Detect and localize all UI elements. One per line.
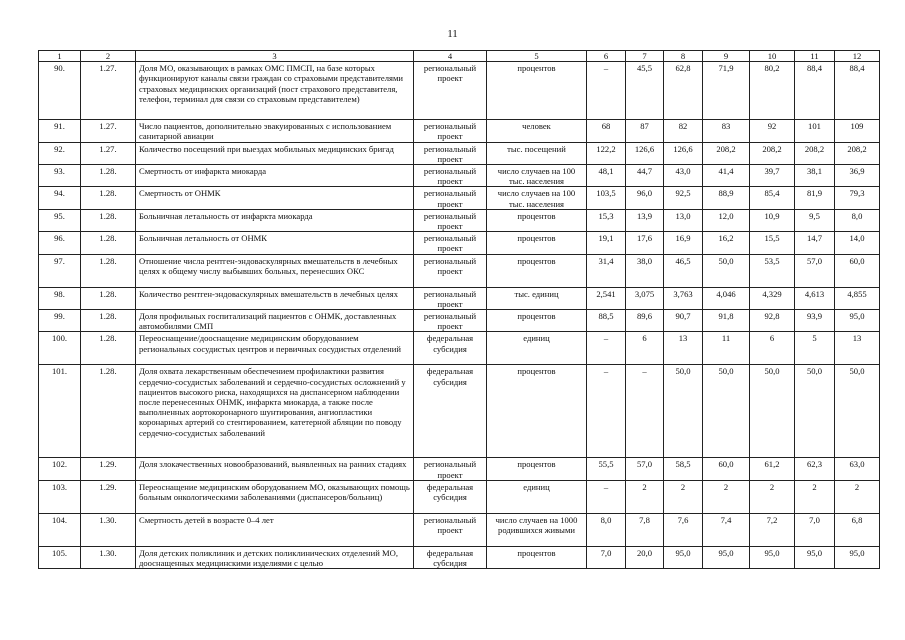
- row-code: 1.27.: [81, 142, 136, 164]
- indicator-name: Больничная летальность от инфаркта миокарда: [136, 209, 414, 231]
- indicator-value: 83: [703, 120, 750, 142]
- indicator-value: –: [587, 365, 626, 458]
- row-code: 1.27.: [81, 62, 136, 120]
- indicator-source: региональный проект: [414, 62, 487, 120]
- indicator-value: 13: [835, 332, 880, 365]
- indicator-value: 60,0: [835, 254, 880, 287]
- row-code: 1.28.: [81, 254, 136, 287]
- indicator-value: 7,2: [750, 513, 795, 546]
- column-header: 11: [795, 51, 835, 62]
- indicator-value: 53,5: [750, 254, 795, 287]
- indicator-value: –: [587, 480, 626, 513]
- indicator-value: 92,5: [664, 187, 703, 209]
- indicator-value: 16,2: [703, 232, 750, 254]
- row-code: 1.27.: [81, 120, 136, 142]
- row-code: 1.28.: [81, 365, 136, 458]
- indicator-source: региональный проект: [414, 165, 487, 187]
- column-header: 2: [81, 51, 136, 62]
- indicator-value: 71,9: [703, 62, 750, 120]
- indicator-value: 95,0: [835, 546, 880, 568]
- indicator-source: региональный проект: [414, 120, 487, 142]
- indicator-value: 43,0: [664, 165, 703, 187]
- indicator-value: 79,3: [835, 187, 880, 209]
- indicator-value: 101: [795, 120, 835, 142]
- indicator-value: 8,0: [835, 209, 880, 231]
- table-row: [39, 513, 880, 546]
- indicator-value: 103,5: [587, 187, 626, 209]
- indicator-name: Смертность от инфаркта миокарда: [136, 165, 414, 187]
- indicator-unit: число случаев на 1000 родившихся живыми: [487, 513, 587, 546]
- indicator-value: 14,7: [795, 232, 835, 254]
- indicator-value: 55,5: [587, 458, 626, 480]
- indicator-value: 81,9: [795, 187, 835, 209]
- row-number: 102.: [39, 458, 81, 480]
- indicator-value: 57,0: [795, 254, 835, 287]
- indicator-source: региональный проект: [414, 232, 487, 254]
- indicator-value: 50,0: [750, 365, 795, 458]
- row-number: 93.: [39, 165, 81, 187]
- row-number: 92.: [39, 142, 81, 164]
- row-code: 1.30.: [81, 546, 136, 568]
- indicator-source: региональный проект: [414, 254, 487, 287]
- indicator-value: 58,5: [664, 458, 703, 480]
- indicator-value: 2: [835, 480, 880, 513]
- indicator-value: 7,6: [664, 513, 703, 546]
- row-number: 95.: [39, 209, 81, 231]
- indicator-value: 48,1: [587, 165, 626, 187]
- indicator-value: 96,0: [626, 187, 664, 209]
- indicator-value: 88,4: [795, 62, 835, 120]
- row-code: 1.28.: [81, 232, 136, 254]
- indicator-value: 17,6: [626, 232, 664, 254]
- row-number: 105.: [39, 546, 81, 568]
- indicator-value: 12,0: [703, 209, 750, 231]
- indicator-unit: тыс. посещений: [487, 142, 587, 164]
- indicator-name: Больничная летальность от ОНМК: [136, 232, 414, 254]
- indicator-value: 8,0: [587, 513, 626, 546]
- indicator-name: Доля МО, оказывающих в рамках ОМС ПМСП, на базе которых функционируют каналы связи граждан со страховыми представителями страховых медицинских организаций (пост страхового представителя, телефон, терминал для связи со страховым представителем): [136, 62, 414, 120]
- indicator-source: региональный проект: [414, 142, 487, 164]
- column-header: 12: [835, 51, 880, 62]
- indicator-value: 208,2: [795, 142, 835, 164]
- indicator-value: 38,0: [626, 254, 664, 287]
- row-number: 96.: [39, 232, 81, 254]
- indicator-value: 10,9: [750, 209, 795, 231]
- indicator-value: 208,2: [750, 142, 795, 164]
- indicator-value: 3,075: [626, 287, 664, 309]
- indicator-source: федеральная субсидия: [414, 365, 487, 458]
- indicator-value: 2: [750, 480, 795, 513]
- indicator-value: 2: [664, 480, 703, 513]
- indicator-value: 91,8: [703, 310, 750, 332]
- indicator-source: региональный проект: [414, 287, 487, 309]
- indicator-value: 14,0: [835, 232, 880, 254]
- table-row: [39, 209, 880, 231]
- table-row: [39, 232, 880, 254]
- indicator-value: 80,2: [750, 62, 795, 120]
- table-row: [39, 142, 880, 164]
- indicator-value: 90,7: [664, 310, 703, 332]
- page-number: 11: [447, 28, 458, 40]
- indicator-value: 44,7: [626, 165, 664, 187]
- indicator-unit: процентов: [487, 310, 587, 332]
- indicator-unit: процентов: [487, 458, 587, 480]
- indicator-value: 13: [664, 332, 703, 365]
- indicator-value: 93,9: [795, 310, 835, 332]
- indicator-unit: процентов: [487, 254, 587, 287]
- indicator-value: 126,6: [664, 142, 703, 164]
- indicator-source: региональный проект: [414, 513, 487, 546]
- indicator-value: 3,763: [664, 287, 703, 309]
- row-number: 101.: [39, 365, 81, 458]
- table-row: [39, 165, 880, 187]
- indicator-value: 50,0: [664, 365, 703, 458]
- indicator-value: 41,4: [703, 165, 750, 187]
- indicator-unit: процентов: [487, 62, 587, 120]
- column-header: 1: [39, 51, 81, 62]
- table-header: [39, 51, 880, 62]
- table-row: [39, 546, 880, 568]
- indicator-name: Отношение числа рентген-эндоваскулярных вмешательств в лечебных целях к общему числу выбывших больных, перенесших ОКС: [136, 254, 414, 287]
- table-row: [39, 365, 880, 458]
- indicator-value: 88,5: [587, 310, 626, 332]
- row-number: 90.: [39, 62, 81, 120]
- table-body: [39, 62, 880, 569]
- indicator-value: –: [587, 62, 626, 120]
- indicator-value: 50,0: [795, 365, 835, 458]
- column-header: 10: [750, 51, 795, 62]
- indicator-unit: число случаев на 100 тыс. населения: [487, 165, 587, 187]
- indicator-value: 88,9: [703, 187, 750, 209]
- indicator-value: 126,6: [626, 142, 664, 164]
- indicator-source: региональный проект: [414, 458, 487, 480]
- table-row: [39, 254, 880, 287]
- indicator-value: 9,5: [795, 209, 835, 231]
- indicator-value: 6: [626, 332, 664, 365]
- row-number: 97.: [39, 254, 81, 287]
- indicator-value: 95,0: [835, 310, 880, 332]
- indicator-name: Смертность детей в возрасте 0–4 лет: [136, 513, 414, 546]
- indicator-value: 57,0: [626, 458, 664, 480]
- column-header: 9: [703, 51, 750, 62]
- indicator-value: 92,8: [750, 310, 795, 332]
- table-row: [39, 62, 880, 120]
- indicator-value: 109: [835, 120, 880, 142]
- indicator-value: 50,0: [835, 365, 880, 458]
- indicator-value: 6,8: [835, 513, 880, 546]
- indicator-value: 2: [703, 480, 750, 513]
- row-code: 1.29.: [81, 458, 136, 480]
- indicator-source: региональный проект: [414, 209, 487, 231]
- indicator-value: 50,0: [703, 365, 750, 458]
- indicator-value: 88,4: [835, 62, 880, 120]
- indicators-table: [38, 50, 880, 569]
- indicator-value: 68: [587, 120, 626, 142]
- indicator-source: федеральная субсидия: [414, 332, 487, 365]
- indicator-value: 45,5: [626, 62, 664, 120]
- indicator-name: Число пациентов, дополнительно эвакуированных с использованием санитарной авиации: [136, 120, 414, 142]
- row-number: 98.: [39, 287, 81, 309]
- indicator-value: 95,0: [750, 546, 795, 568]
- table-row: [39, 332, 880, 365]
- table-row: [39, 187, 880, 209]
- indicator-source: региональный проект: [414, 187, 487, 209]
- indicator-value: 5: [795, 332, 835, 365]
- indicator-value: 2,541: [587, 287, 626, 309]
- indicator-value: 50,0: [703, 254, 750, 287]
- indicator-value: 62,3: [795, 458, 835, 480]
- indicator-name: Количество посещений при выездах мобильных медицинских бригад: [136, 142, 414, 164]
- row-number: 99.: [39, 310, 81, 332]
- indicator-value: 7,0: [795, 513, 835, 546]
- indicator-value: 87: [626, 120, 664, 142]
- column-header: 8: [664, 51, 703, 62]
- indicator-value: 62,8: [664, 62, 703, 120]
- indicator-value: 6: [750, 332, 795, 365]
- indicator-unit: человек: [487, 120, 587, 142]
- row-code: 1.28.: [81, 332, 136, 365]
- indicator-value: 39,7: [750, 165, 795, 187]
- indicator-unit: единиц: [487, 480, 587, 513]
- row-number: 103.: [39, 480, 81, 513]
- indicator-value: 122,2: [587, 142, 626, 164]
- indicator-name: Переоснащение медицинским оборудованием МО, оказывающих помощь больным онкологическими заболеваниями (диспансеров/больниц): [136, 480, 414, 513]
- row-code: 1.28.: [81, 165, 136, 187]
- indicator-name: Количество рентген-эндоваскулярных вмешательств в лечебных целях: [136, 287, 414, 309]
- row-number: 94.: [39, 187, 81, 209]
- indicator-unit: число случаев на 100 тыс. населения: [487, 187, 587, 209]
- table-row: [39, 120, 880, 142]
- indicator-value: –: [587, 332, 626, 365]
- indicator-value: 89,6: [626, 310, 664, 332]
- row-number: 91.: [39, 120, 81, 142]
- indicator-value: 15,3: [587, 209, 626, 231]
- column-header: 7: [626, 51, 664, 62]
- indicator-value: 2: [626, 480, 664, 513]
- indicator-value: 7,0: [587, 546, 626, 568]
- indicator-value: 61,2: [750, 458, 795, 480]
- indicator-name: Доля охвата лекарственным обеспечением профилактики развития сердечно-сосудистых заболеваний и сердечно-сосудистых осложнений у пациентов высокого риска, находящихся на диспансерном наблюдении после перенесенных ОНМК, инфаркта миокарда, а также после выполненных аортокоронарного шунтирования, ангиопластики коронарных артерий со стентированием, катетерной абляции по поводу сердечно-сосудистых заболеваний: [136, 365, 414, 458]
- indicator-value: 7,4: [703, 513, 750, 546]
- indicator-value: 63,0: [835, 458, 880, 480]
- indicator-value: 95,0: [795, 546, 835, 568]
- row-number: 100.: [39, 332, 81, 365]
- indicator-value: 92: [750, 120, 795, 142]
- indicator-value: 208,2: [703, 142, 750, 164]
- indicator-unit: процентов: [487, 232, 587, 254]
- column-header: 6: [587, 51, 626, 62]
- indicator-value: 31,4: [587, 254, 626, 287]
- indicator-name: Переоснащение/дооснащение медицинским оборудованием региональных сосудистых центров и первичных сосудистых отделений: [136, 332, 414, 365]
- indicator-unit: процентов: [487, 365, 587, 458]
- indicator-value: 4,046: [703, 287, 750, 309]
- indicator-name: Доля злокачественных новообразований, выявленных на ранних стадиях: [136, 458, 414, 480]
- indicator-value: 19,1: [587, 232, 626, 254]
- row-number: 104.: [39, 513, 81, 546]
- indicator-unit: единиц: [487, 332, 587, 365]
- indicator-source: региональный проект: [414, 310, 487, 332]
- table-row: [39, 310, 880, 332]
- indicator-value: 82: [664, 120, 703, 142]
- indicator-name: Доля детских поликлиник и детских поликлинических отделений МО, дооснащенных медицинскими изделиями с целью: [136, 546, 414, 568]
- indicator-value: 16,9: [664, 232, 703, 254]
- indicator-value: 2: [795, 480, 835, 513]
- table-row: [39, 458, 880, 480]
- row-code: 1.30.: [81, 513, 136, 546]
- indicator-value: 15,5: [750, 232, 795, 254]
- column-header: 5: [487, 51, 587, 62]
- row-code: 1.28.: [81, 209, 136, 231]
- indicator-value: 4,329: [750, 287, 795, 309]
- row-code: 1.29.: [81, 480, 136, 513]
- indicator-name: Доля профильных госпитализаций пациентов с ОНМК, доставленных автомобилями СМП: [136, 310, 414, 332]
- indicator-value: 60,0: [703, 458, 750, 480]
- indicator-value: 4,855: [835, 287, 880, 309]
- row-code: 1.28.: [81, 310, 136, 332]
- column-header: 3: [136, 51, 414, 62]
- indicator-value: 20,0: [626, 546, 664, 568]
- table-row: [39, 287, 880, 309]
- indicator-value: 95,0: [703, 546, 750, 568]
- indicator-value: 4,613: [795, 287, 835, 309]
- indicator-value: 13,9: [626, 209, 664, 231]
- indicator-value: 85,4: [750, 187, 795, 209]
- indicator-value: 46,5: [664, 254, 703, 287]
- indicator-value: 13,0: [664, 209, 703, 231]
- indicator-value: 11: [703, 332, 750, 365]
- indicator-unit: процентов: [487, 209, 587, 231]
- indicator-value: 7,8: [626, 513, 664, 546]
- row-code: 1.28.: [81, 187, 136, 209]
- column-header: 4: [414, 51, 487, 62]
- indicator-name: Смертность от ОНМК: [136, 187, 414, 209]
- indicator-value: 95,0: [664, 546, 703, 568]
- indicator-value: –: [626, 365, 664, 458]
- indicator-source: федеральная субсидия: [414, 546, 487, 568]
- indicator-unit: тыс. единиц: [487, 287, 587, 309]
- indicator-value: 38,1: [795, 165, 835, 187]
- indicator-value: 208,2: [835, 142, 880, 164]
- indicator-source: федеральная субсидия: [414, 480, 487, 513]
- indicator-value: 36,9: [835, 165, 880, 187]
- indicator-unit: процентов: [487, 546, 587, 568]
- table-row: [39, 480, 880, 513]
- row-code: 1.28.: [81, 287, 136, 309]
